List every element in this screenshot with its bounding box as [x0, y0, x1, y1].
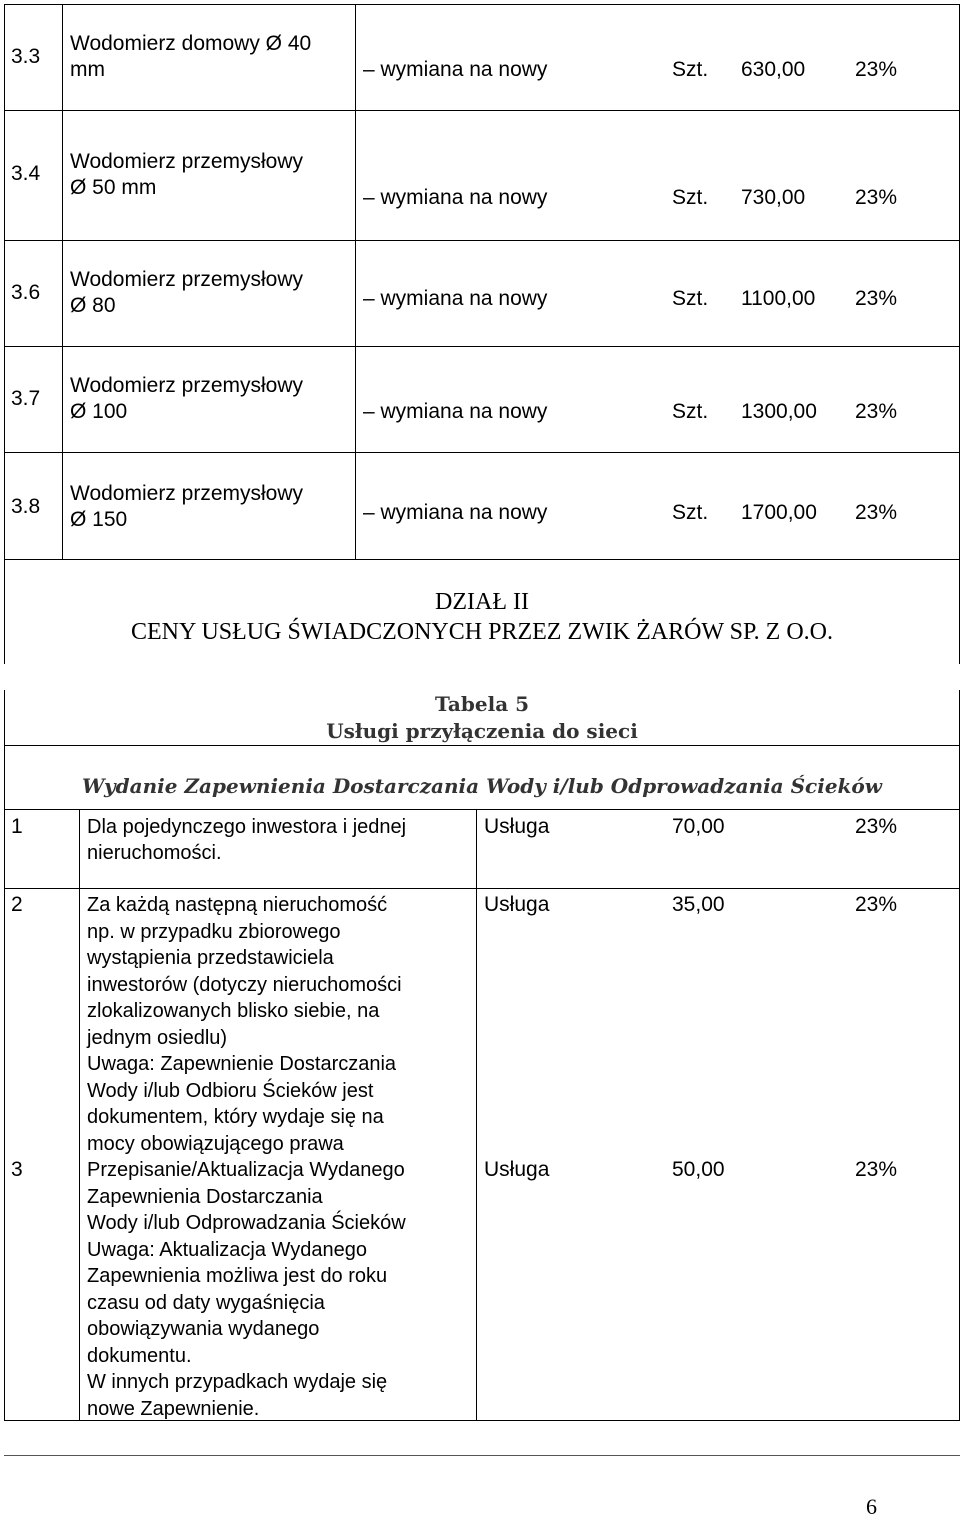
description-line: Przepisanie/Aktualizacja Wydanego	[87, 1159, 405, 1181]
row-number: 3.6	[11, 281, 41, 304]
description-line: Uwaga: Zapewnienie Dostarczania	[87, 1053, 397, 1075]
item-vat: 23%	[855, 186, 898, 209]
item-name: Ø 80	[70, 294, 116, 317]
item-name: Wodomierz przemysłowy	[70, 482, 303, 505]
description-line: Wody i/lub Odbioru Ścieków jest	[87, 1079, 374, 1102]
service-vat: 23%	[855, 893, 898, 916]
service-vat: 23%	[855, 1158, 898, 1181]
description-line: Zapewnienia możliwa jest do roku	[87, 1265, 388, 1287]
item-price: 1700,00	[741, 501, 817, 524]
row-number: 3	[11, 1158, 23, 1181]
description-line: mocy obowiązującego prawa	[87, 1132, 344, 1155]
description-line: W innych przypadkach wydaje się	[87, 1371, 388, 1393]
service-vat: 23%	[855, 815, 898, 838]
description-line: dokumentu.	[87, 1344, 192, 1367]
item-name: Wodomierz domowy Ø 40	[70, 32, 312, 55]
description-line: czasu od daty wygaśnięcia	[87, 1291, 325, 1314]
row-number: 1	[11, 815, 23, 838]
item-price: 630,00	[741, 58, 806, 81]
item-description: – wymiana na nowy	[363, 58, 548, 81]
item-vat: 23%	[855, 501, 898, 524]
item-name: Ø 50 mm	[70, 176, 157, 199]
item-name: Wodomierz przemysłowy	[70, 374, 303, 397]
description-line: np. w przypadku zbiorowego	[87, 920, 341, 943]
service-unit: Usługa	[484, 893, 550, 916]
item-description: – wymiana na nowy	[363, 400, 548, 423]
table-subcaption: Usługi przyłączenia do sieci	[326, 719, 638, 743]
item-unit: Szt.	[672, 400, 709, 423]
service-price: 35,00	[672, 893, 725, 916]
description-line: nieruchomości.	[87, 842, 222, 864]
row-number: 3.8	[11, 495, 41, 518]
description-line: jednym osiedlu)	[87, 1026, 228, 1049]
footer-divider	[4, 1455, 960, 1456]
description-line: Uwaga: Aktualizacja Wydanego	[87, 1238, 367, 1261]
item-name: Ø 100	[70, 400, 128, 423]
item-unit: Szt.	[672, 501, 709, 524]
section-subtitle: CENY USŁUG ŚWIADCZONYCH PRZEZ ZWIK ŻARÓW SP. Z O.O.	[131, 619, 833, 645]
description-line: Dla pojedynczego inwestora i jednej	[87, 816, 407, 838]
description-line: Zapewnienia Dostarczania	[87, 1185, 323, 1208]
item-price: 1100,00	[741, 287, 816, 310]
page-number: 6	[866, 1494, 877, 1519]
item-vat: 23%	[855, 287, 898, 310]
description-line: obowiązywania wydanego	[87, 1318, 320, 1340]
row-number: 2	[11, 893, 23, 916]
service-unit: Usługa	[484, 815, 550, 838]
group-heading: Wydanie Zapewnienia Dostarczania Wody i/lub Odprowadzania Ścieków	[82, 774, 882, 798]
item-price: 1300,00	[741, 400, 817, 423]
item-price: 730,00	[741, 186, 806, 209]
description-line: dokumentem, który wydaje się na	[87, 1106, 384, 1128]
row-number: 3.4	[11, 162, 41, 185]
item-name: mm	[70, 58, 105, 81]
description-line: wystąpienia przedstawiciela	[87, 947, 334, 969]
item-description: – wymiana na nowy	[363, 501, 548, 524]
description-line: Wody i/lub Odprowadzania Ścieków	[87, 1212, 406, 1234]
section-title: DZIAŁ II	[435, 589, 529, 615]
service-price: 70,00	[672, 815, 725, 838]
description-line: zlokalizowanych blisko siebie, na	[87, 1000, 380, 1022]
item-description: – wymiana na nowy	[363, 186, 548, 209]
description-line: nowe Zapewnienie.	[87, 1397, 260, 1420]
item-unit: Szt.	[672, 186, 709, 209]
description-line: Za każdą następną nieruchomość	[87, 894, 388, 916]
item-vat: 23%	[855, 400, 898, 423]
service-description	[87, 892, 472, 1157]
item-name: Wodomierz przemysłowy	[70, 150, 303, 173]
row-number: 3.7	[11, 387, 41, 410]
item-vat: 23%	[855, 58, 898, 81]
item-description: – wymiana na nowy	[363, 287, 548, 310]
table-caption: Tabela 5	[434, 692, 530, 716]
item-name: Wodomierz przemysłowy	[70, 268, 303, 291]
service-unit: Usługa	[484, 1158, 550, 1181]
service-price: 50,00	[672, 1158, 725, 1181]
item-unit: Szt.	[672, 287, 709, 310]
item-unit: Szt.	[672, 58, 709, 81]
row-number: 3.3	[11, 45, 41, 68]
service-description	[87, 814, 472, 866]
item-name: Ø 150	[70, 508, 128, 531]
service-description	[87, 1157, 472, 1422]
description-line: inwestorów (dotyczy nieruchomości	[87, 973, 402, 996]
